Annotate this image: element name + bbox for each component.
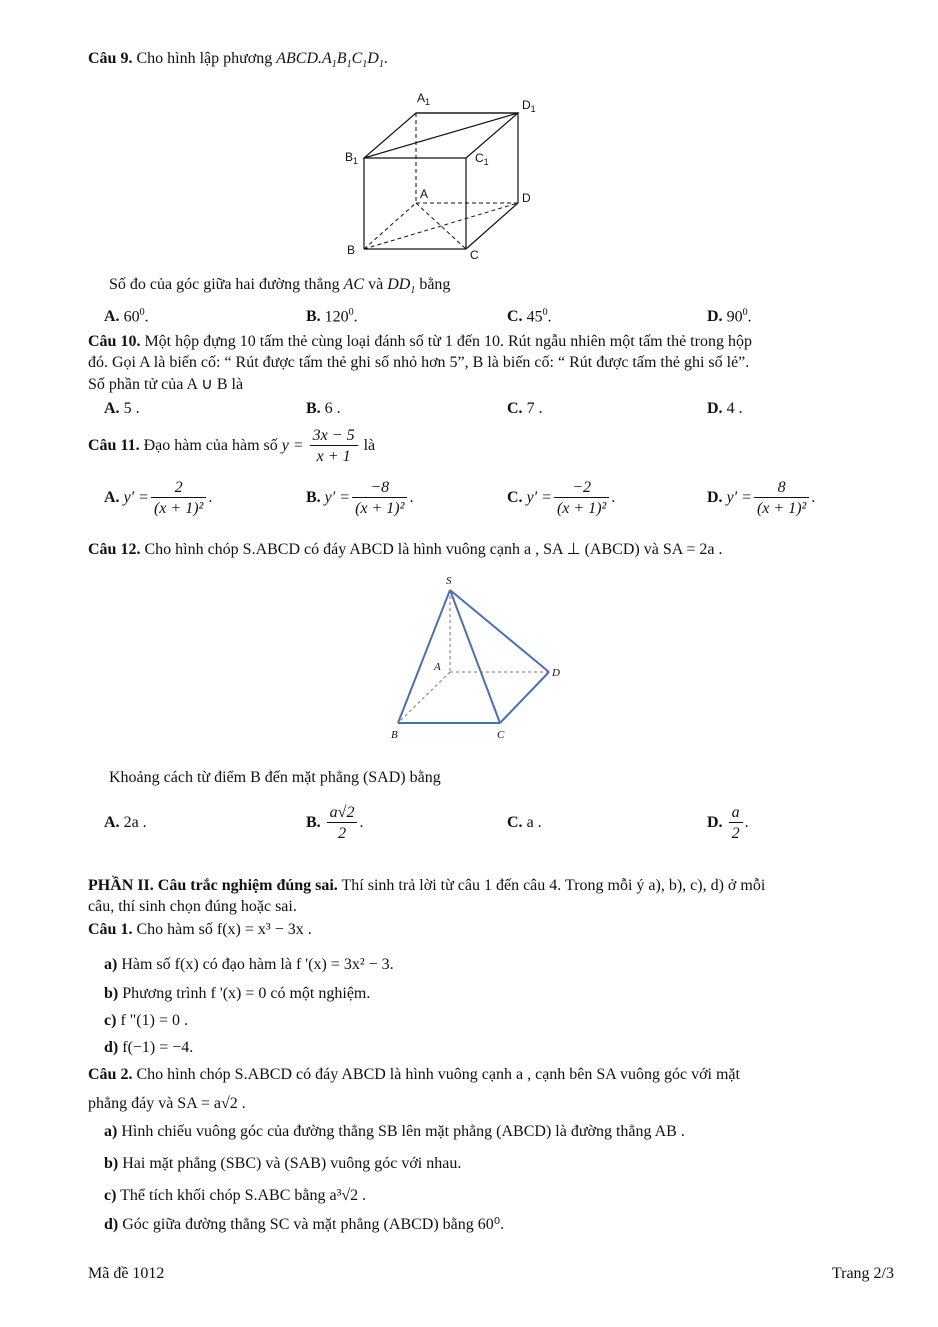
- footer-exam-code: Mã đề 1012: [88, 1265, 165, 1282]
- q12-stem: Câu 12. Cho hình chóp S.ABCD có đáy ABCD là hình vuông cạnh a , SA ⊥ (ABCD) và SA = 2a .: [88, 541, 723, 558]
- q11-option-c: C. y′ = $\frac{-2}{\text{(x + 1)²}}$ .: [507, 478, 616, 517]
- c2-item-c: c) Thể tích khối chóp S.ABC bằng a³√2 .: [104, 1187, 367, 1204]
- q10-option-a: A. 5 .: [104, 400, 140, 417]
- q9-cube-name: $ABCD.A_1B_1C_1D_1$: [276, 50, 384, 71]
- c2-item-d: d) Góc giữa đường thẳng SC và mặt phẳng (ABCD) bằng 60⁰.: [104, 1216, 505, 1233]
- vertex-c: C: [470, 248, 479, 262]
- q10-option-b: B. 6 .: [306, 400, 341, 417]
- q12-option-b: B. $\frac{a√2}{2}$ .: [306, 803, 364, 842]
- q9-text: Cho hình lập phương: [136, 50, 273, 67]
- q9-option-b: B. $120^0$.: [306, 307, 358, 326]
- part2-heading: PHẦN II. Câu trắc nghiệm đúng sai. Thí sinh trả lời từ câu 1 đến câu 4. Trong mỗi ý a), b), c), d) ở mỗi: [88, 877, 766, 894]
- q11-stem: Câu 11. Đạo hàm của hàm số y = $\frac{3x - 5}{x + 1}$ là: [88, 426, 376, 465]
- footer-page-number: Trang 2/3: [831, 1265, 894, 1282]
- q11-option-a: A. y′ = $\frac{2}{\text{(x + 1)²}}$ .: [104, 478, 213, 517]
- q12-option-d: D. $\frac{a}{2}$ .: [707, 803, 749, 842]
- c2-item-a: a) Hình chiếu vuông góc của đường thẳng SB lên mặt phẳng (ABCD) là đường thẳng AB .: [104, 1123, 685, 1140]
- q9-option-d: D. $90^0$.: [707, 307, 752, 326]
- vertex-c: C: [497, 729, 505, 741]
- q11-option-d: D. y′ = $\frac{8}{\text{(x + 1)²}}$ .: [707, 478, 816, 517]
- c1-item-c: c) f "(1) = 0 .: [104, 1012, 188, 1029]
- c1-item-d: d) f(−1) = −4.: [104, 1039, 194, 1056]
- q11-option-b: B. y′ = $\frac{-8}{\text{(x + 1)²}}$ .: [306, 478, 414, 517]
- vertex-b: B: [347, 243, 356, 257]
- q9-option-a: A. $60^0$.: [104, 307, 149, 326]
- vertex-b1: $B_1$: [345, 150, 359, 166]
- vertex-d: D: [552, 667, 560, 679]
- q10-option-d: D. 4 .: [707, 400, 743, 417]
- q11-fraction: $\frac{3x - 5}{x + 1}$: [310, 426, 358, 467]
- vertex-s: S: [446, 575, 452, 587]
- q10-line2: đó. Gọi A là biến cố: “ Rút được tấm thẻ ghi số nhỏ hơn 5”, B là biến cố: “ Rút được tấm thẻ ghi số lẻ”.: [88, 354, 750, 371]
- c2-line1: Câu 2. Cho hình chóp S.ABCD có đáy ABCD là hình vuông cạnh a , cạnh bên SA vuông góc với mặt: [88, 1066, 740, 1083]
- q12-question: Khoảng cách từ điểm B đến mặt phẳng (SAD) bằng: [109, 769, 441, 786]
- q12-option-a: A. 2a .: [104, 814, 147, 831]
- c2-line2: phẳng đáy và SA = a√2 .: [88, 1095, 246, 1112]
- c2-item-b: b) Hai mặt phẳng (SBC) và (SAB) vuông góc với nhau.: [104, 1155, 462, 1172]
- vertex-c1: $C_1$: [475, 151, 489, 167]
- q9-question: Số đo của góc giữa hai đường thẳng AC và $DD_1$ bằng: [109, 276, 451, 297]
- q12-option-c: C. a .: [507, 814, 542, 831]
- part2-intro-2: câu, thí sinh chọn đúng hoặc sai.: [88, 898, 297, 915]
- vertex-a: A: [420, 187, 429, 201]
- vertex-a1: $A_1$: [417, 91, 431, 107]
- c1-item-b: b) Phương trình f '(x) = 0 có một nghiệm.: [104, 985, 371, 1002]
- c1-stem: Câu 1. Cho hàm số f(x) = x³ − 3x .: [88, 921, 312, 938]
- c1-item-a: a) Hàm số f(x) có đạo hàm là f '(x) = 3x² − 3.: [104, 956, 394, 973]
- pyramid-figure: [384, 572, 574, 744]
- vertex-b: B: [391, 729, 398, 741]
- cube-figure: [338, 88, 558, 263]
- vertex-a: A: [434, 661, 441, 673]
- q10-option-c: C. 7 .: [507, 400, 543, 417]
- q9-stem: Câu 9. Cho hình lập phương $ABCD.A_1B_1C_1D_1$.: [88, 50, 388, 71]
- vertex-d: D: [522, 191, 531, 205]
- q9-option-c: C. $45^0$.: [507, 307, 552, 326]
- q10-line3: Số phần tử của A ∪ B là: [88, 376, 244, 393]
- vertex-d1: $D_1$: [522, 98, 536, 114]
- q10-line1: Câu 10. Một hộp đựng 10 tấm thẻ cùng loại đánh số từ 1 đến 10. Rút ngẫu nhiên một tấm thẻ trong hộp: [88, 333, 752, 350]
- q9-label: Câu 9.: [88, 50, 133, 67]
